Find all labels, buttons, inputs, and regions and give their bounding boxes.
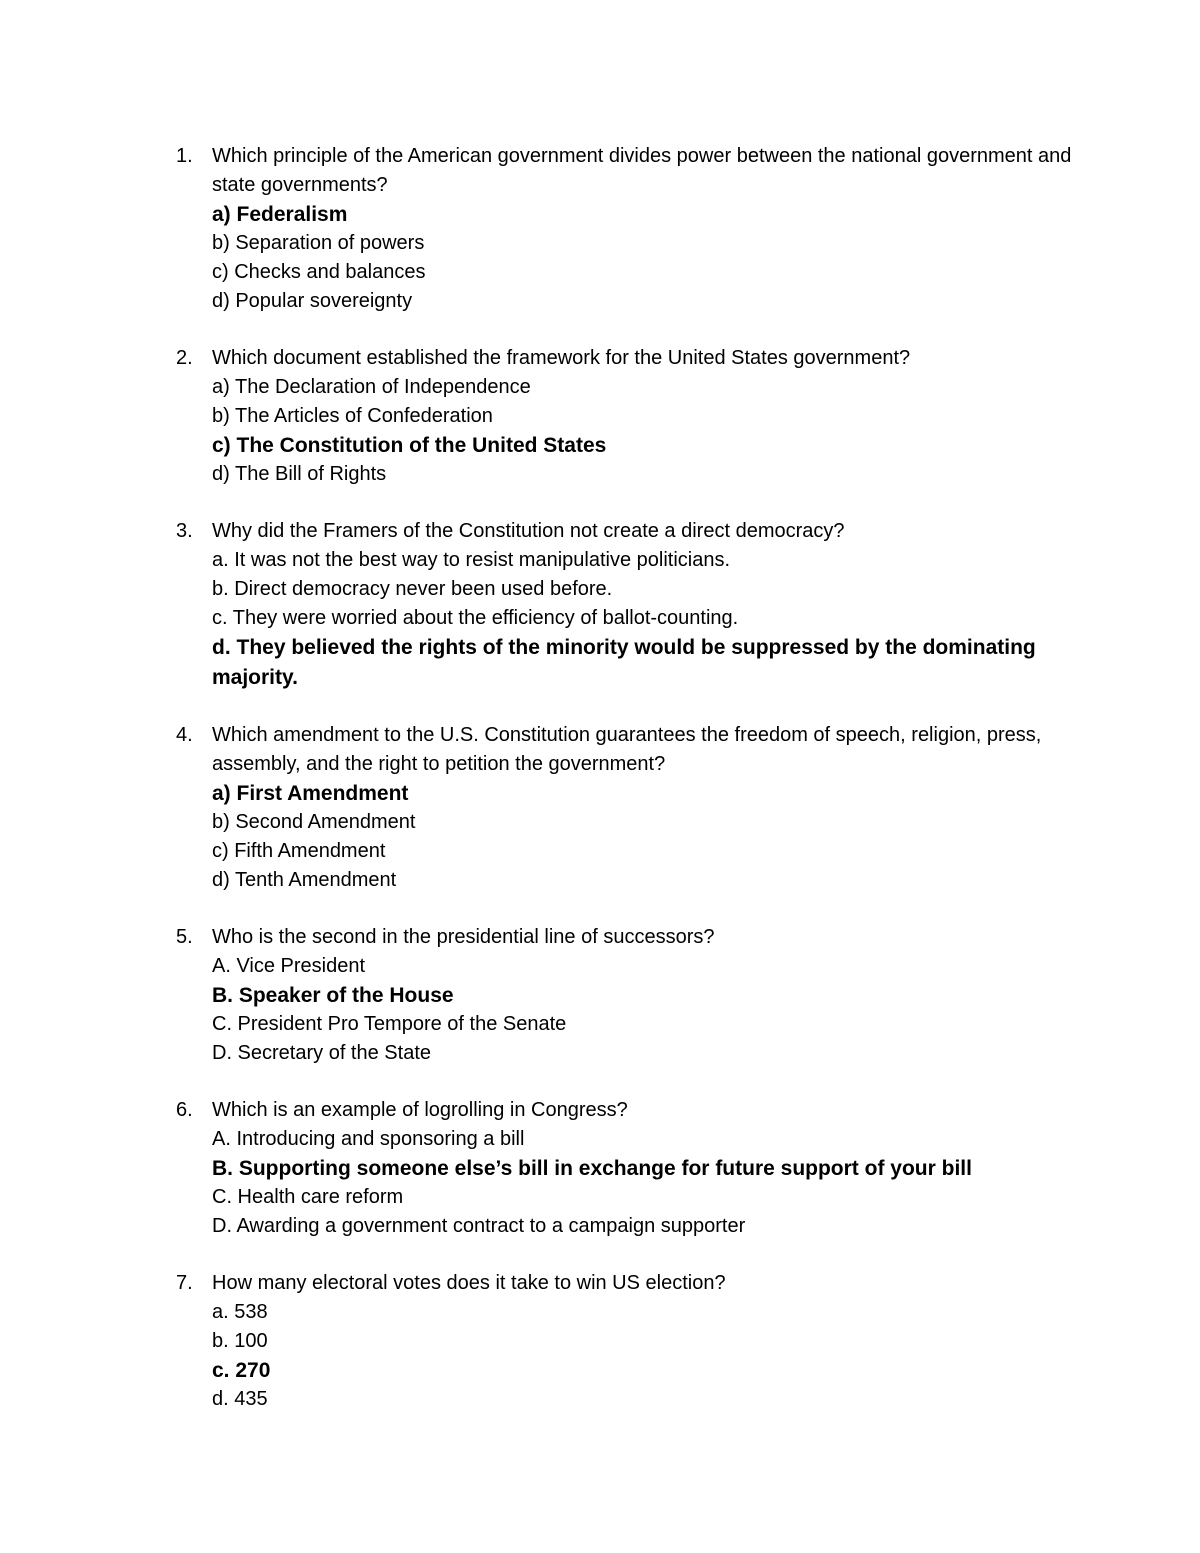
answer-option: d) Popular sovereignty	[212, 290, 413, 312]
answer-option: b. Direct democracy never been used before.	[212, 578, 613, 600]
question-text: Which amendment to the U.S. Constitution guarantees the freedom of speech, religion, press, assembly, and the right to petition the government?	[212, 724, 1042, 775]
answer-option: d) The Bill of Rights	[212, 463, 387, 485]
answer-options	[212, 779, 1072, 895]
question-number: 3.	[176, 520, 193, 542]
answer-options	[212, 373, 1072, 489]
question-number: 2.	[176, 347, 193, 369]
question-number: 1.	[176, 145, 193, 167]
question-number: 5.	[176, 926, 193, 948]
answer-option: d) Tenth Amendment	[212, 869, 397, 891]
answer-option-correct: B. Supporting someone else’s bill in exchange for future support of your bill	[212, 1157, 972, 1180]
answer-option-correct: B. Speaker of the House	[212, 984, 454, 1007]
question-text: Why did the Framers of the Constitution not create a direct democracy?	[212, 520, 845, 542]
question-item	[172, 142, 1072, 316]
answer-option: b. 100	[212, 1330, 268, 1352]
answer-option: a) The Declaration of Independence	[212, 376, 531, 398]
answer-option-correct: d. They believed the rights of the minority would be suppressed by the dominating majority.	[212, 636, 1036, 689]
answer-option: d. 435	[212, 1388, 268, 1410]
question-number: 4.	[176, 724, 193, 746]
question-text: Which principle of the American government divides power between the national government and state governments?	[212, 145, 1072, 196]
question-text: Who is the second in the presidential line of successors?	[212, 926, 715, 948]
answer-option: D. Awarding a government contract to a campaign supporter	[212, 1215, 746, 1237]
answer-option-correct: c. 270	[212, 1359, 271, 1382]
answer-option: a. 538	[212, 1301, 268, 1323]
answer-option: C. President Pro Tempore of the Senate	[212, 1013, 567, 1035]
question-item	[172, 517, 1072, 693]
answer-option: b) Separation of powers	[212, 232, 425, 254]
answer-option-correct: c) The Constitution of the United States	[212, 434, 607, 457]
answer-option: A. Vice President	[212, 955, 366, 977]
question-item	[172, 344, 1072, 489]
answer-option: b) The Articles of Confederation	[212, 405, 493, 427]
question-item	[172, 923, 1072, 1068]
question-text: How many electoral votes does it take to win US election?	[212, 1272, 726, 1294]
answer-options	[212, 200, 1072, 316]
answer-options	[212, 1125, 1072, 1241]
answer-options	[212, 546, 1072, 693]
question-text: Which document established the framework for the United States government?	[212, 347, 911, 369]
answer-option: a. It was not the best way to resist manipulative politicians.	[212, 549, 731, 571]
answer-option: D. Secretary of the State	[212, 1042, 431, 1064]
answer-option-correct: a) Federalism	[212, 203, 348, 226]
question-list	[172, 142, 1072, 1442]
answer-options	[212, 952, 1072, 1068]
answer-option: c) Checks and balances	[212, 261, 426, 283]
question-number: 7.	[176, 1272, 193, 1294]
question-item	[172, 721, 1072, 895]
answer-option: c. They were worried about the efficiency of ballot-counting.	[212, 607, 739, 629]
answer-option: b) Second Amendment	[212, 811, 416, 833]
question-number: 6.	[176, 1099, 193, 1121]
question-item	[172, 1096, 1072, 1241]
answer-option: c) Fifth Amendment	[212, 840, 386, 862]
answer-option: A. Introducing and sponsoring a bill	[212, 1128, 525, 1150]
answer-options	[212, 1298, 1072, 1414]
question-item	[172, 1269, 1072, 1414]
answer-option-correct: a) First Amendment	[212, 782, 409, 805]
question-text: Which is an example of logrolling in Congress?	[212, 1099, 628, 1121]
answer-option: C. Health care reform	[212, 1186, 404, 1208]
